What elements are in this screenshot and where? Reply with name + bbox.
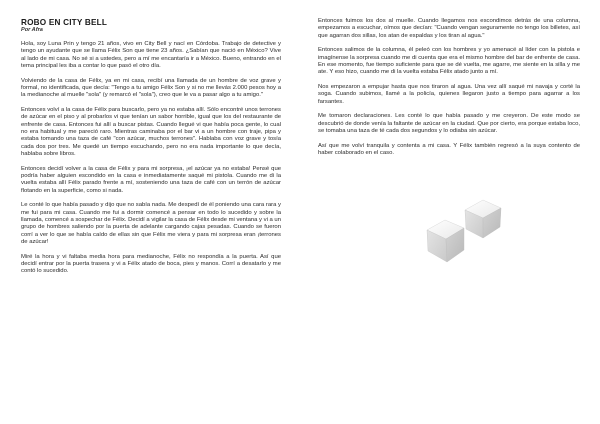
paragraph: Miré la hora y vi faltaba media hora para medianoche, Félix no respondía a la puerta. Así que decidí entrar por la puerta trasera y vi a Félix atado de boca, pies y manos. Corrí a desatarlo y me contó lo sucedido. [21, 253, 281, 275]
paragraph: Le conté lo que había pasado y dijo que no sabía nada. Me despedí de él poniendo una cara rara y me fui para mi casa. Cuando me fui a dormir comencé a pensar en todo lo sucedido y sobre la llamada, comencé a sospechar de Félix. Decidí a vigilar la casa de Félix desde mi ventana y vi a un grupo de hombres saliendo por la puerta de adelante cargando cajas pesadas. Cuando se fueron corrí a ver lo que se había caído de ellas sin que Félix me viera y para mi sorpresa eran ¡terrones de azúcar! [21, 202, 281, 246]
sugar-cube [427, 220, 464, 262]
paragraph: Volviendo de la casa de Félix, ya en mi casa, recibí una llamada de un hombre de voz grave y formal, no identificada, que decía: "Tengo a tu amigo Félix Son y si no me llevás 2.000 pesos hoy a la medianoche al muelle "sola" (y remarcó el "sola"), creo que le va a pasar algo a tu amigo." [21, 77, 281, 99]
paragraph: Me tomaron declaraciones. Les conté lo que había pasado y me creyeron. De este modo se descubrió de donde venía la faltante de azúcar en la ciudad. Que por cierto, era porque estaba loco, se tomaba una taza de té cada dos segundos y lo odiaba sin azúcar. [318, 113, 580, 135]
story-title: ROBO EN CITY BELL [21, 18, 108, 27]
right-column [318, 18, 580, 165]
sugar-cubes-illustration [423, 196, 513, 266]
paragraph: Así que me volví tranquila y contenta a mi casa. Y Félix también regresó a la suya contento de haber colaborado en el caso. [318, 142, 580, 156]
paragraph: Entonces fuimos los dos al muelle. Cuando llegamos nos escondimos detrás de una columna, empezamos a escuchar, oímos que decían: "Cuando vengan seguramente no tengo los billetes, así que agarran dos sillas, los atan de espaldas y los tiran al agua." [318, 18, 580, 39]
left-column [21, 18, 281, 283]
sugar-cube [465, 200, 501, 238]
story-byline: Por Afra [21, 27, 43, 33]
paragraph: Entonces volví a la casa de Félix para buscarlo, pero ya no estaba allí. Sólo encontré unos terrones de azúcar en el piso y al probarlos vi que tenían un sabor horrible, igual que los del restaurante de enfrente de casa. Entonces fui allí a buscar pistas. Cuando llegué vi que había poca gente, lo cual no era habitual y me pareció raro. Mientras caminaba por el bar vi a un hombre con traje, pipa y estaba tomando una taza de café "con azúcar, muchos terrones". Hablaba con voz grave y tosía cada dos por tres. Me quedé un tiempo escuchando, pero no era nada importante lo que decía, hablaba sobre libros. [21, 107, 281, 158]
paragraph: Hola, soy Luna Prin y tengo 21 años, vivo en City Bell y nací en Córdoba. Trabajo de detective y tengo un ayudante que se llama Félix Son que tiene 23 años. ¿Sabían que nació en México? Vive al lado de mi casa. No sé si a ustedes, pero a mí me encantaría ir a México. Bueno, entrando en el tema principal les iba a contar lo que pasó el otro día. [21, 41, 281, 70]
paragraph: Entonces decidí volver a la casa de Félix y para mi sorpresa, ¡el azúcar ya no estaba! Pensé que podría haber alguien escondido en la casa e inmediatamente saqué mi pistola. Cuando me di la vuelta estaba allí Félix parado frente a mí, sosteniendo una taza de café con un terrón de azúcar flotando en la superficie, como si nada. [21, 165, 281, 194]
paragraph: Nos empezaron a empujar hasta que nos tiraron al agua. Una vez allí saqué mi navaja y corté la soga. Cuando subimos, llamé a la policía, quienes llegaron justo a tiempo para agarrar a los farsantes. [318, 84, 580, 105]
paragraph: Entonces salimos de la columna, él peleó con los hombres y yo amenacé al líder con la pistola e imagínense la sorpresa cuando me di cuenta que era el mismo hombre del bar de enfrente de casa. En ese momento, fue tiempo suficiente para que se dé vuelta, me agarre, me siente en la silla y me ate. Y eso hizo, cuando me di la vuelta estaba Félix atado junto a mí. [318, 47, 580, 76]
